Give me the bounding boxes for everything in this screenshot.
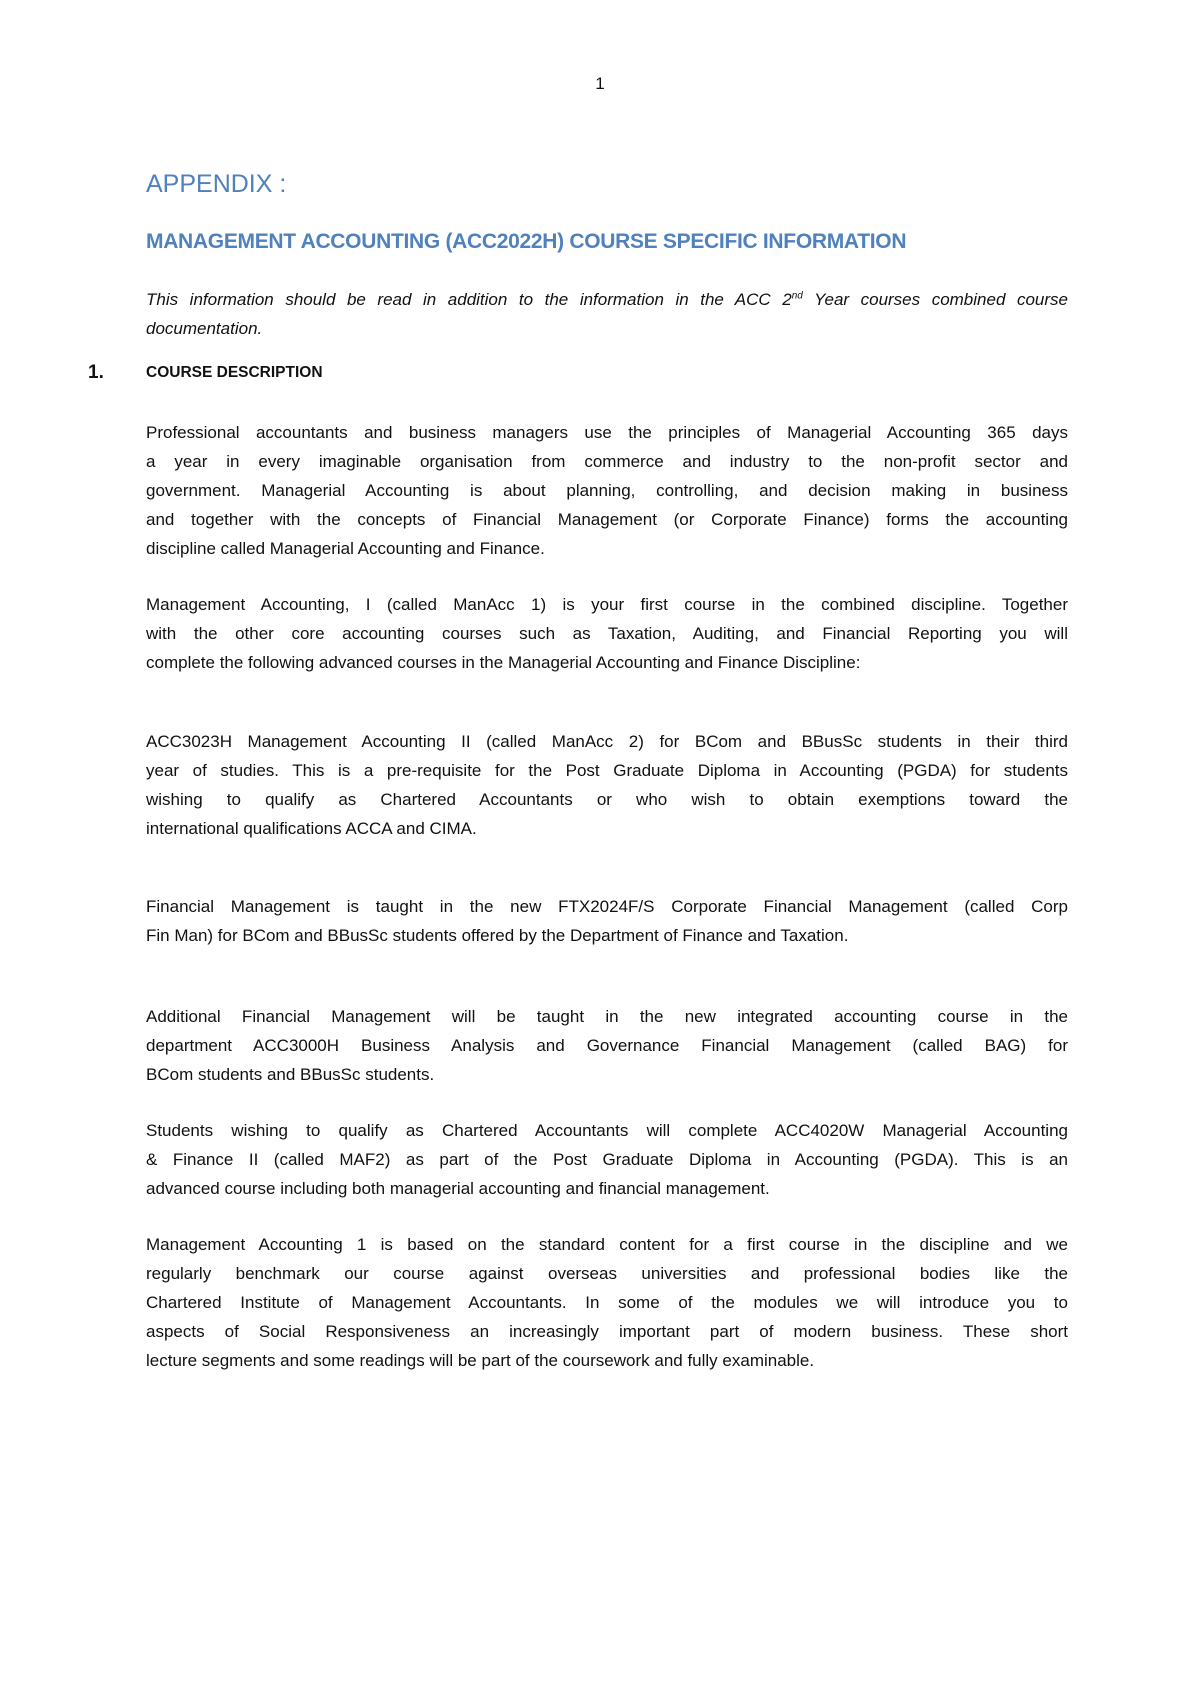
paragraph-line: Management Accounting 1 is based on the standard content for a first course in the discipline and we — [146, 1235, 1068, 1254]
paragraph — [146, 727, 1068, 843]
paragraph-line: & Finance II (called MAF2) as part of the Post Graduate Diploma in Accounting (PGDA). This is an — [146, 1150, 1068, 1169]
paragraph-line: Professional accountants and business managers use the principles of Managerial Accounting 365 days — [146, 423, 1068, 442]
paragraph-line: Chartered Institute of Management Accountants. In some of the modules we will introduce you to — [146, 1293, 1068, 1312]
document-title: MANAGEMENT ACCOUNTING (ACC2022H) COURSE SPECIFIC INFORMATION — [146, 230, 907, 253]
paragraph — [146, 892, 1068, 950]
paragraph-line: with the other core accounting courses such as Taxation, Auditing, and Financial Reporting you will — [146, 624, 1068, 643]
paragraph-line: department ACC3000H Business Analysis and Governance Financial Management (called BAG) for — [146, 1036, 1068, 1055]
paragraph-line: Students wishing to qualify as Chartered Accountants will complete ACC4020W Managerial Accounting — [146, 1121, 1068, 1140]
paragraph — [146, 1116, 1068, 1203]
section-number: 1. — [88, 362, 104, 383]
intro-note — [146, 285, 1068, 343]
paragraph-line: international qualifications ACCA and CIMA. — [146, 819, 477, 838]
paragraph — [146, 1230, 1068, 1375]
paragraph-line: advanced course including both managerial accounting and financial management. — [146, 1179, 770, 1198]
paragraph — [146, 590, 1068, 677]
paragraph-line: wishing to qualify as Chartered Accountants or who wish to obtain exemptions toward the — [146, 790, 1068, 809]
paragraph-line: lecture segments and some readings will be part of the coursework and fully examinable. — [146, 1351, 815, 1370]
paragraph-line: regularly benchmark our course against overseas universities and professional bodies like the — [146, 1264, 1068, 1283]
section-title: COURSE DESCRIPTION — [146, 364, 323, 381]
paragraph-line: government. Managerial Accounting is about planning, controlling, and decision making in business — [146, 481, 1068, 500]
intro-line-1 — [146, 285, 1068, 314]
appendix-heading: APPENDIX : — [146, 170, 287, 198]
paragraph-line: Fin Man) for BCom and BBusSc students offered by the Department of Finance and Taxation. — [146, 926, 849, 945]
page-number: 1 — [595, 74, 605, 93]
intro-text-a: This information should be read in addition to the information in the ACC 2 — [146, 290, 792, 309]
paragraph-line: Management Accounting, I (called ManAcc 1) is your first course in the combined discipline. Together — [146, 595, 1068, 614]
intro-line-2: documentation. — [146, 319, 263, 338]
paragraph-line: Additional Financial Management will be taught in the new integrated accounting course in the — [146, 1007, 1068, 1026]
intro-text-b: Year courses combined course — [802, 290, 1068, 309]
paragraph-line: Financial Management is taught in the new FTX2024F/S Corporate Financial Management (called Corp — [146, 897, 1068, 916]
paragraph-line: a year in every imaginable organisation from commerce and industry to the non-profit sector and — [146, 452, 1068, 471]
paragraph-line: BCom students and BBusSc students. — [146, 1065, 435, 1084]
paragraph-line: and together with the concepts of Financial Management (or Corporate Finance) forms the accounting — [146, 510, 1068, 529]
paragraph-line: aspects of Social Responsiveness an increasingly important part of modern business. These short — [146, 1322, 1068, 1341]
paragraph — [146, 1002, 1068, 1089]
paragraph — [146, 418, 1068, 563]
intro-superscript: nd — [791, 290, 803, 302]
paragraph-line: complete the following advanced courses in the Managerial Accounting and Finance Discipline: — [146, 653, 861, 672]
paragraph-line: discipline called Managerial Accounting and Finance. — [146, 539, 545, 558]
paragraph-line: year of studies. This is a pre-requisite for the Post Graduate Diploma in Accounting (PGDA) for students — [146, 761, 1068, 780]
paragraph-line: ACC3023H Management Accounting II (called ManAcc 2) for BCom and BBusSc students in their third — [146, 732, 1068, 751]
